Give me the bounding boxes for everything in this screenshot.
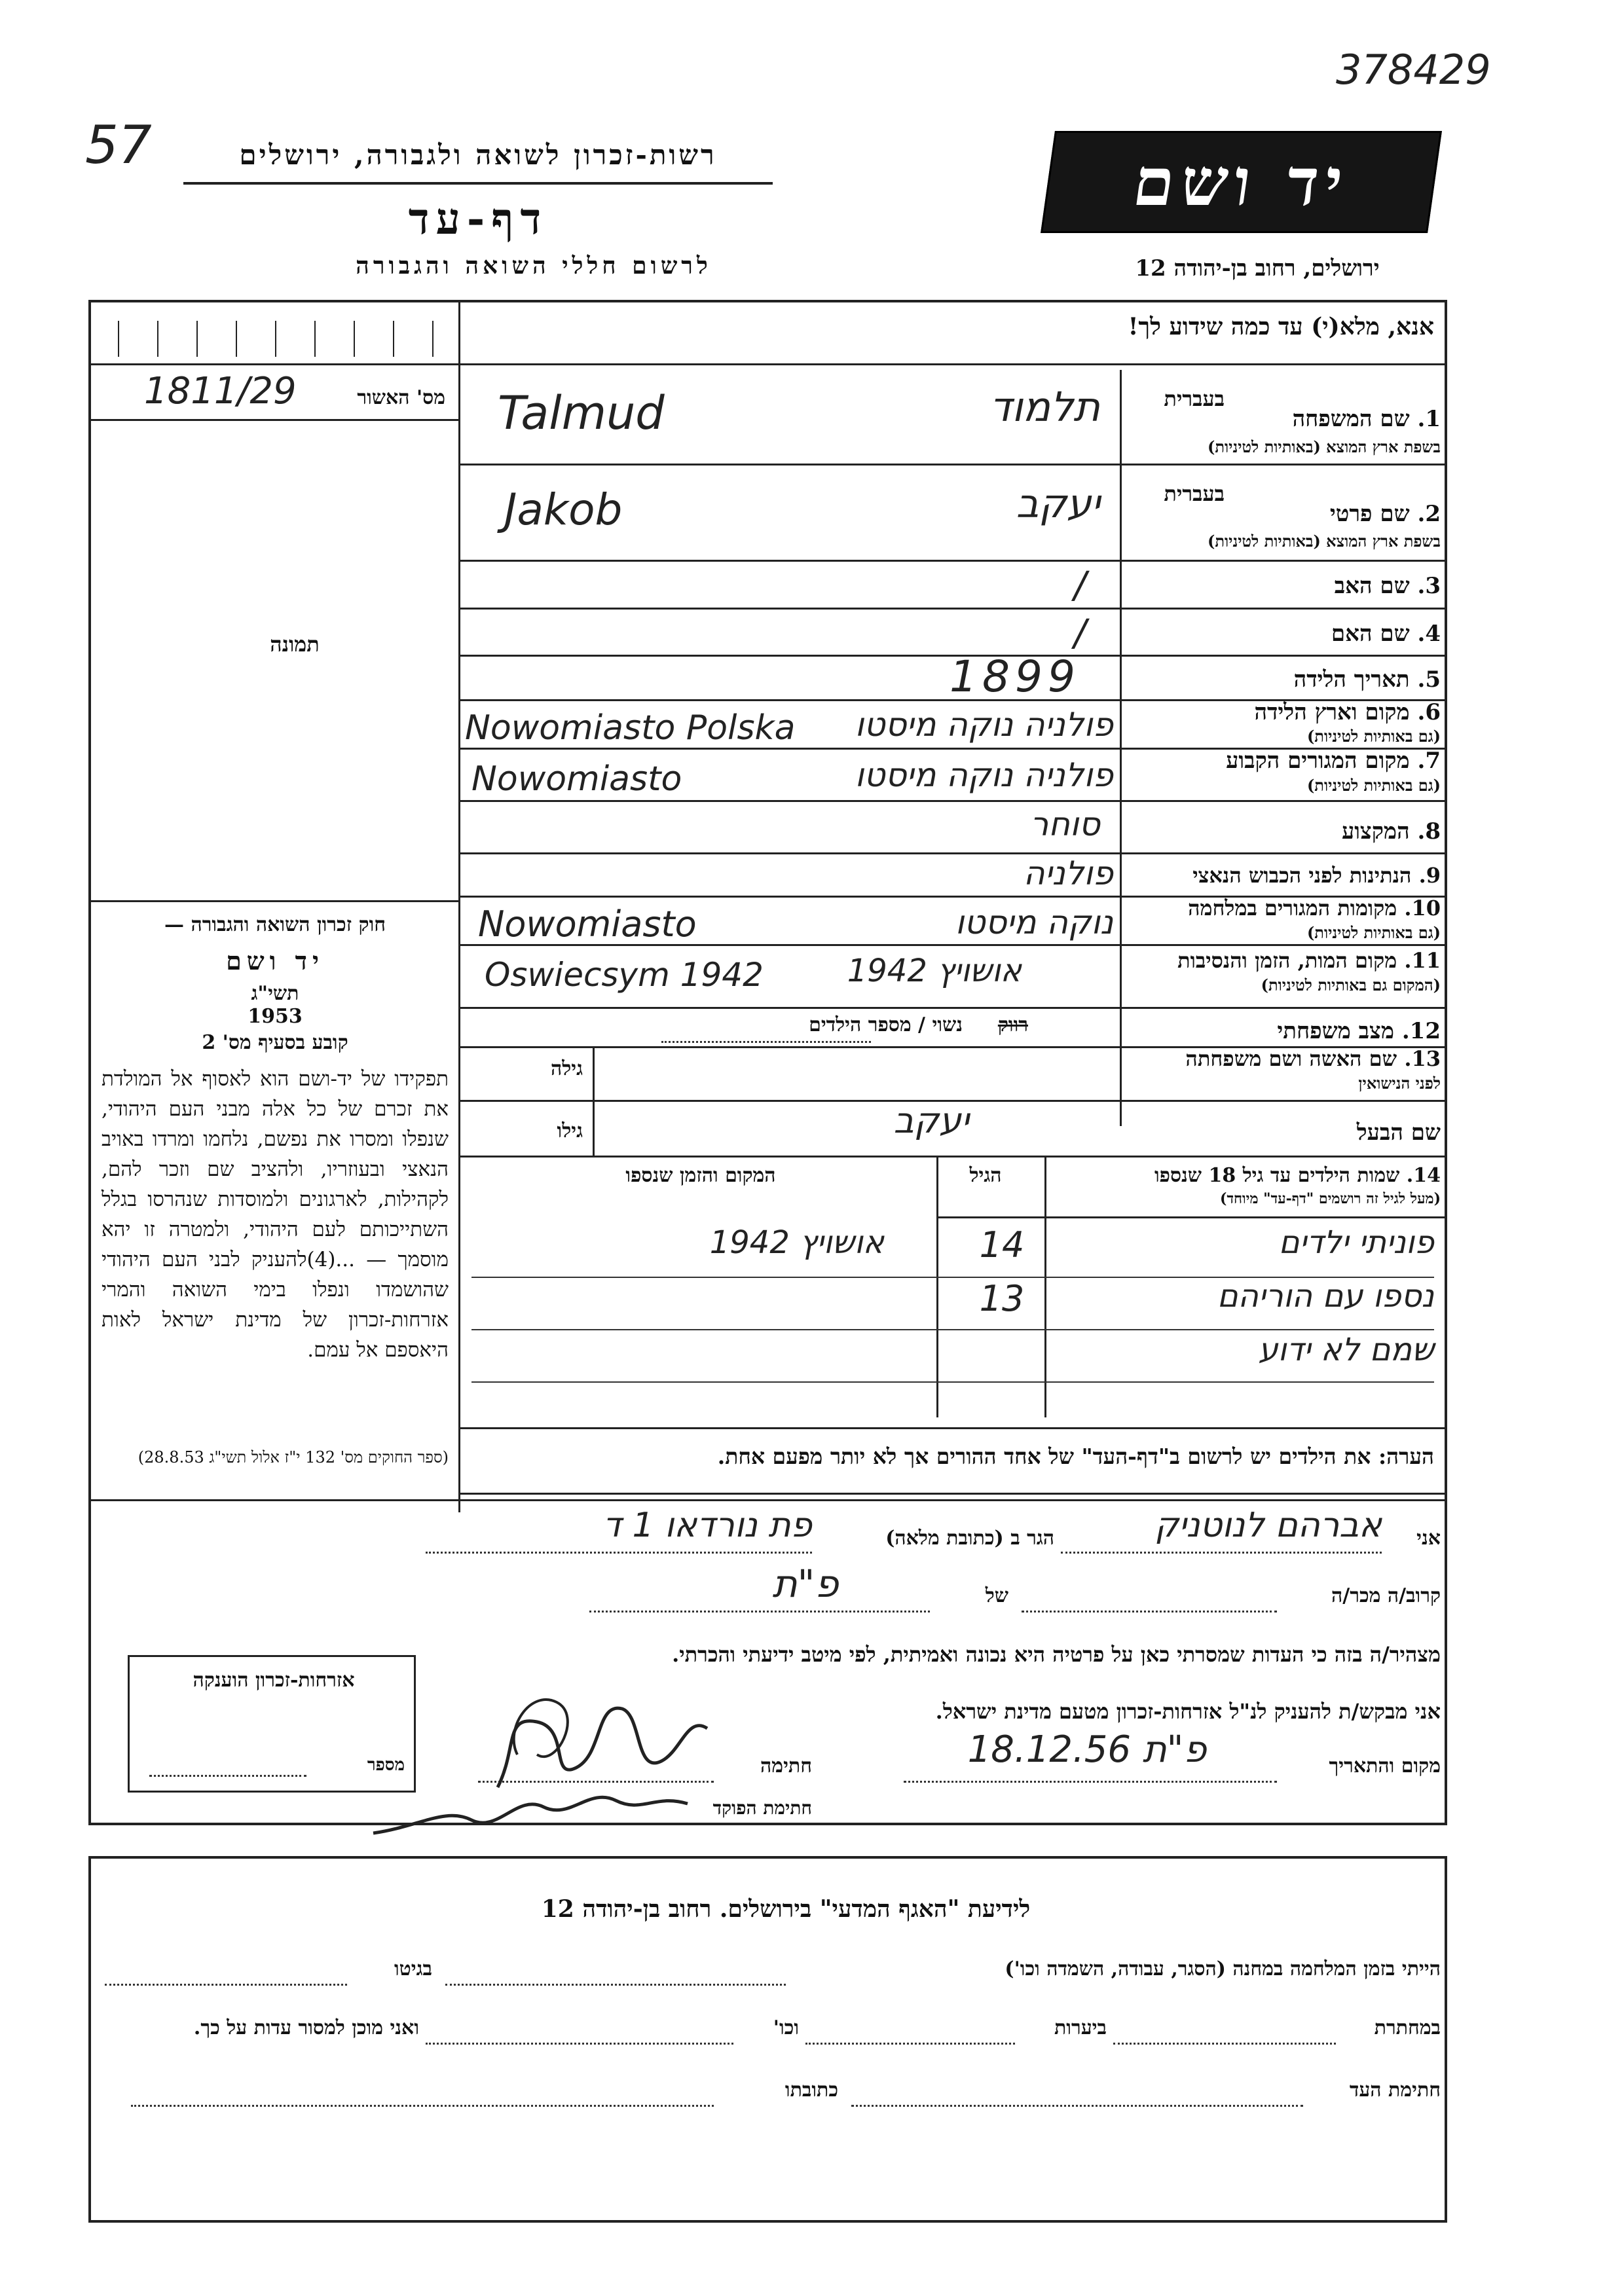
bottom-line2-dots-3	[426, 2043, 733, 2045]
law-footer: (ספר החוקים מס' 132 י"ז אלול תשי"ג 28.8.53)	[138, 1448, 449, 1467]
officer-stroke	[373, 1797, 688, 1833]
family-name-he: תלמוד	[989, 383, 1100, 431]
officer-signature	[367, 1768, 694, 1846]
children-bottom-rule	[458, 1427, 1447, 1429]
father-name-value: /	[1074, 564, 1086, 607]
residing-label: הגר ב (כתובת מלאה)	[885, 1527, 1054, 1550]
instruction-rule	[458, 363, 1447, 365]
law-year: 1953	[248, 1005, 303, 1028]
birth-date-label: 5. תאריך הלידה	[1293, 666, 1441, 693]
row-1-rule	[458, 464, 1447, 465]
form-title: דף-עד	[408, 193, 548, 244]
authority-underline	[183, 182, 773, 185]
bottom-line2-c: וכו'	[773, 2016, 799, 2039]
family-status-struck: רווק	[997, 1013, 1028, 1036]
children-note: הערה: את הילדים יש לרשום ב"דף-העד" של אחד ההורים אך לא יותר מפעם אחת.	[717, 1444, 1434, 1469]
bottom-notice: לידיעת "האגף המדעי" בירושלים. רחוב בן-יהודה 12	[541, 1895, 1031, 1923]
death-label: 11. מקום המות, הזמן והנסיבות	[1177, 948, 1441, 973]
of-label: של	[985, 1584, 1008, 1607]
death-latin: Oswiecsym 1942	[485, 956, 764, 994]
father-name-label: 3. שם האב	[1334, 573, 1441, 599]
photo-rule	[88, 900, 458, 902]
bottom-line2-dots-1	[1113, 2043, 1336, 2045]
death-sub: (המקום גם באותיות לטיניות)	[1261, 975, 1441, 994]
bottom-line2-a: במחתרת	[1374, 2016, 1441, 2039]
family-status-label: 12. מצב משפחתי	[1277, 1018, 1441, 1044]
children-label: 14. שמות הילדים עד גיל 18 שנספו	[1154, 1164, 1441, 1187]
form-subtitle: לרשום חללי השואה והגבורה	[356, 252, 712, 280]
bottom-line2-dots-2	[805, 2043, 1015, 2045]
officer-label: חתימת הפוקד	[712, 1797, 812, 1819]
request-text: אני מבקש/ת להעניק לנ"ל אזרחות-זכרון מטעם מדינת ישראל.	[935, 1699, 1441, 1724]
photo-label: תמונה	[270, 632, 320, 657]
nationality-value: פולניה	[1023, 854, 1113, 892]
address-line: ירושלים, רחוב בן-יהודה 12	[1135, 255, 1380, 282]
relation-value: פ"ת	[772, 1561, 839, 1606]
wartime-he: נוקה מיסטו	[955, 903, 1113, 941]
child-age: 13	[979, 1278, 1025, 1319]
in-hebrew-label-2: בעברית	[1164, 481, 1225, 506]
archive-number: 378429	[1336, 46, 1491, 94]
law-title: חוק זכרון השואה והגבורה —	[164, 913, 386, 936]
first-name-latin: Jakob	[504, 484, 623, 535]
row-3-rule	[458, 608, 1447, 610]
note-rule	[458, 1493, 1447, 1495]
place-date-label: מקום והתאריך	[1329, 1755, 1441, 1777]
approval-rule-top	[88, 363, 458, 365]
children-rule-1	[471, 1277, 1434, 1278]
family-name-sub: בשפת ארץ המוצא (באותיות לטיניות)	[1208, 437, 1441, 456]
birth-place-sub: (גם באותיות לטיניות)	[1306, 727, 1441, 746]
relation-dots	[1022, 1611, 1277, 1613]
bottom-line1-dots-1	[445, 1984, 786, 1986]
wartime-sub: (גם באותיות לטיניות)	[1306, 923, 1441, 942]
first-name-sub: בשפת ארץ המוצא (באותיות לטיניות)	[1208, 532, 1441, 551]
law-clause: קובע בסעיף מס' 2	[202, 1031, 348, 1054]
profession-value: סוחר	[1030, 805, 1100, 843]
family-status-dots	[661, 1041, 871, 1043]
in-hebrew-label-1: בעברית	[1164, 386, 1225, 411]
children-rows	[458, 1224, 1447, 1421]
signature-loop	[514, 1700, 568, 1757]
law-body: תפקידו של יד-ושם הוא לאסוף אל המולדת את זכרם של כל אלה מבני העם היהודי, שנפלו ומסרו את נפשם, נלחמו ומרדו באויב הנאצי ובעוזריו, ולהציב שם וזכר להם, לקהילות, לארגונים ולמוסדות שנהרסו בגלל השתייכותם לעם היהודי, ולמטרה זו יהא מוסמך — ...(4)להעניק לבני העם היהודי שהושמדו ונפלו בימי השואה והמרי אזרחות-זכרון של מדינת ישראל לאות היאספם אל עמם.	[101, 1067, 449, 1362]
authority-line: רשות-זכרון לשואה ולגבורה, ירושלים	[239, 139, 717, 171]
place-date-value: פ"ת 18.12.56	[967, 1728, 1207, 1771]
bottom-line3-a: חתימת העד	[1349, 2079, 1441, 2102]
residence-he: פולניה נוקה מיסטו	[855, 756, 1113, 794]
birth-place-latin: Nowomiasto Polska	[465, 708, 796, 748]
bottom-line3-dots-1	[851, 2105, 1303, 2107]
approval-rule	[88, 419, 458, 421]
birth-date-value: 1899	[950, 651, 1080, 702]
first-name-label: 2. שם פרטי	[1329, 501, 1441, 527]
declarant-dots	[1061, 1552, 1382, 1554]
of-dots	[589, 1611, 930, 1613]
residence-sub: (גם באותיות לטיניות)	[1306, 776, 1441, 795]
bottom-line3-dots-2	[131, 2105, 714, 2107]
husband-age-divider	[593, 1048, 595, 1156]
bottom-line1-dots-2	[105, 1984, 347, 1986]
wartime-latin: Nowomiasto	[478, 903, 697, 945]
address-dots	[426, 1552, 812, 1554]
wife-label: 13. שם האשה ושם משפחתה	[1185, 1046, 1441, 1071]
row-7-rule	[458, 800, 1447, 802]
child-age: 14	[979, 1224, 1025, 1266]
mother-name-value: /	[1074, 612, 1086, 655]
mother-name-label: 4. שם האם	[1331, 621, 1441, 647]
profession-label: 8. המקצוע	[1341, 818, 1441, 845]
child-name: נספו עם הוריהם	[1217, 1278, 1434, 1315]
approval-value: 1811/29	[144, 370, 297, 412]
bottom-line2-b: ביערות	[1054, 2016, 1107, 2039]
nationality-label: 9. הנתינות לפני הכבוש הנאצי	[1192, 863, 1441, 888]
birth-place-he: פולניה נוקה מיסטו	[855, 706, 1113, 744]
logo-text: יד ושם	[1128, 143, 1354, 221]
husband-value: יעקב	[893, 1100, 969, 1141]
first-name-he: יעקב	[1016, 481, 1100, 527]
wife-age-label: גילה	[550, 1057, 583, 1080]
address-value: פת נורדאו 1 ד	[602, 1506, 812, 1545]
wife-sub: לפני הנישואין	[1358, 1074, 1441, 1093]
bottom-line1-b: בגיטו	[394, 1958, 432, 1980]
child-name: פוניתי ילדים	[1278, 1224, 1434, 1261]
husband-label: שם הבעל	[1356, 1120, 1441, 1146]
certificate-box	[128, 1655, 416, 1793]
yad-vashem-logo	[1041, 131, 1442, 233]
row-14-rule	[458, 1156, 1447, 1157]
table-row	[458, 1224, 1447, 1283]
left-mark: 57	[85, 115, 152, 175]
row-11-rule	[458, 1007, 1447, 1009]
child-place: אושויץ 1942	[709, 1224, 884, 1261]
certificate-number-dots	[149, 1775, 306, 1777]
law-year-he: תשי"ג	[251, 982, 299, 1005]
instruction: אנא, מלא(י) עד כמה שידוע לך!	[1128, 313, 1434, 340]
place-date-dots	[904, 1781, 1277, 1783]
husband-age-label: גילו	[557, 1120, 583, 1142]
children-rule-3	[471, 1381, 1434, 1383]
family-name-label: 1. שם המשפחה	[1292, 406, 1441, 432]
declaration-i: אני	[1416, 1527, 1441, 1550]
family-name-latin: Talmud	[498, 386, 665, 440]
birth-place-label: 6. מקום וארץ הלידה	[1254, 699, 1441, 725]
certificate-title: אזרחות-זכרון הוענקה	[193, 1669, 355, 1692]
children-age-header: הגיל	[969, 1164, 1002, 1187]
wartime-label: 10. מקומות המגורים במלחמה	[1188, 896, 1441, 920]
child-name: שמם לא ידוע	[1258, 1332, 1434, 1368]
law-logo: יד ושם	[226, 946, 324, 975]
approval-ticks	[105, 321, 445, 360]
children-place-header: המקום והזמן שנספו	[625, 1164, 776, 1187]
affirm-text: מצהיר/ה בזה כי העדות שמסרתי כאן על פרטיה היא נכונה ואמיתית, לפי מיטב ידיעתי והכרתי.	[672, 1642, 1441, 1667]
bottom-line2-d: ואני מוכן למסור עדות על כך.	[193, 2016, 419, 2039]
approval-label: מס' האשור	[357, 386, 445, 409]
residence-latin: Nowomiasto	[471, 759, 682, 799]
death-he: אושויץ 1942	[847, 953, 1022, 989]
children-header-rule	[936, 1216, 1447, 1218]
family-status-value: נשוי / מספר הילדים	[809, 1013, 963, 1036]
law-box-bottom	[88, 1499, 1447, 1501]
row-2-rule	[458, 560, 1447, 562]
certificate-number-label: מספר	[367, 1755, 405, 1775]
residence-label: 7. מקום המגורים הקבוע	[1226, 748, 1441, 774]
relation-label: קרוב/ה מכר/ה	[1331, 1584, 1441, 1607]
declarant-name: אברהם לנוטניק	[1154, 1506, 1382, 1545]
children-sub: (מעל לגיל זה רושמים "דף-עד" מיוחד)	[1220, 1190, 1441, 1207]
bottom-line1-a: הייתי בזמן המלחמה במחנה (הסגר, עבודה, השמדה וכו')	[1005, 1958, 1441, 1980]
children-rule-2	[471, 1329, 1434, 1330]
bottom-line3-b: כתובתו	[784, 2079, 838, 2102]
signature-label: חתימה	[760, 1755, 812, 1777]
table-row	[458, 1278, 1447, 1337]
